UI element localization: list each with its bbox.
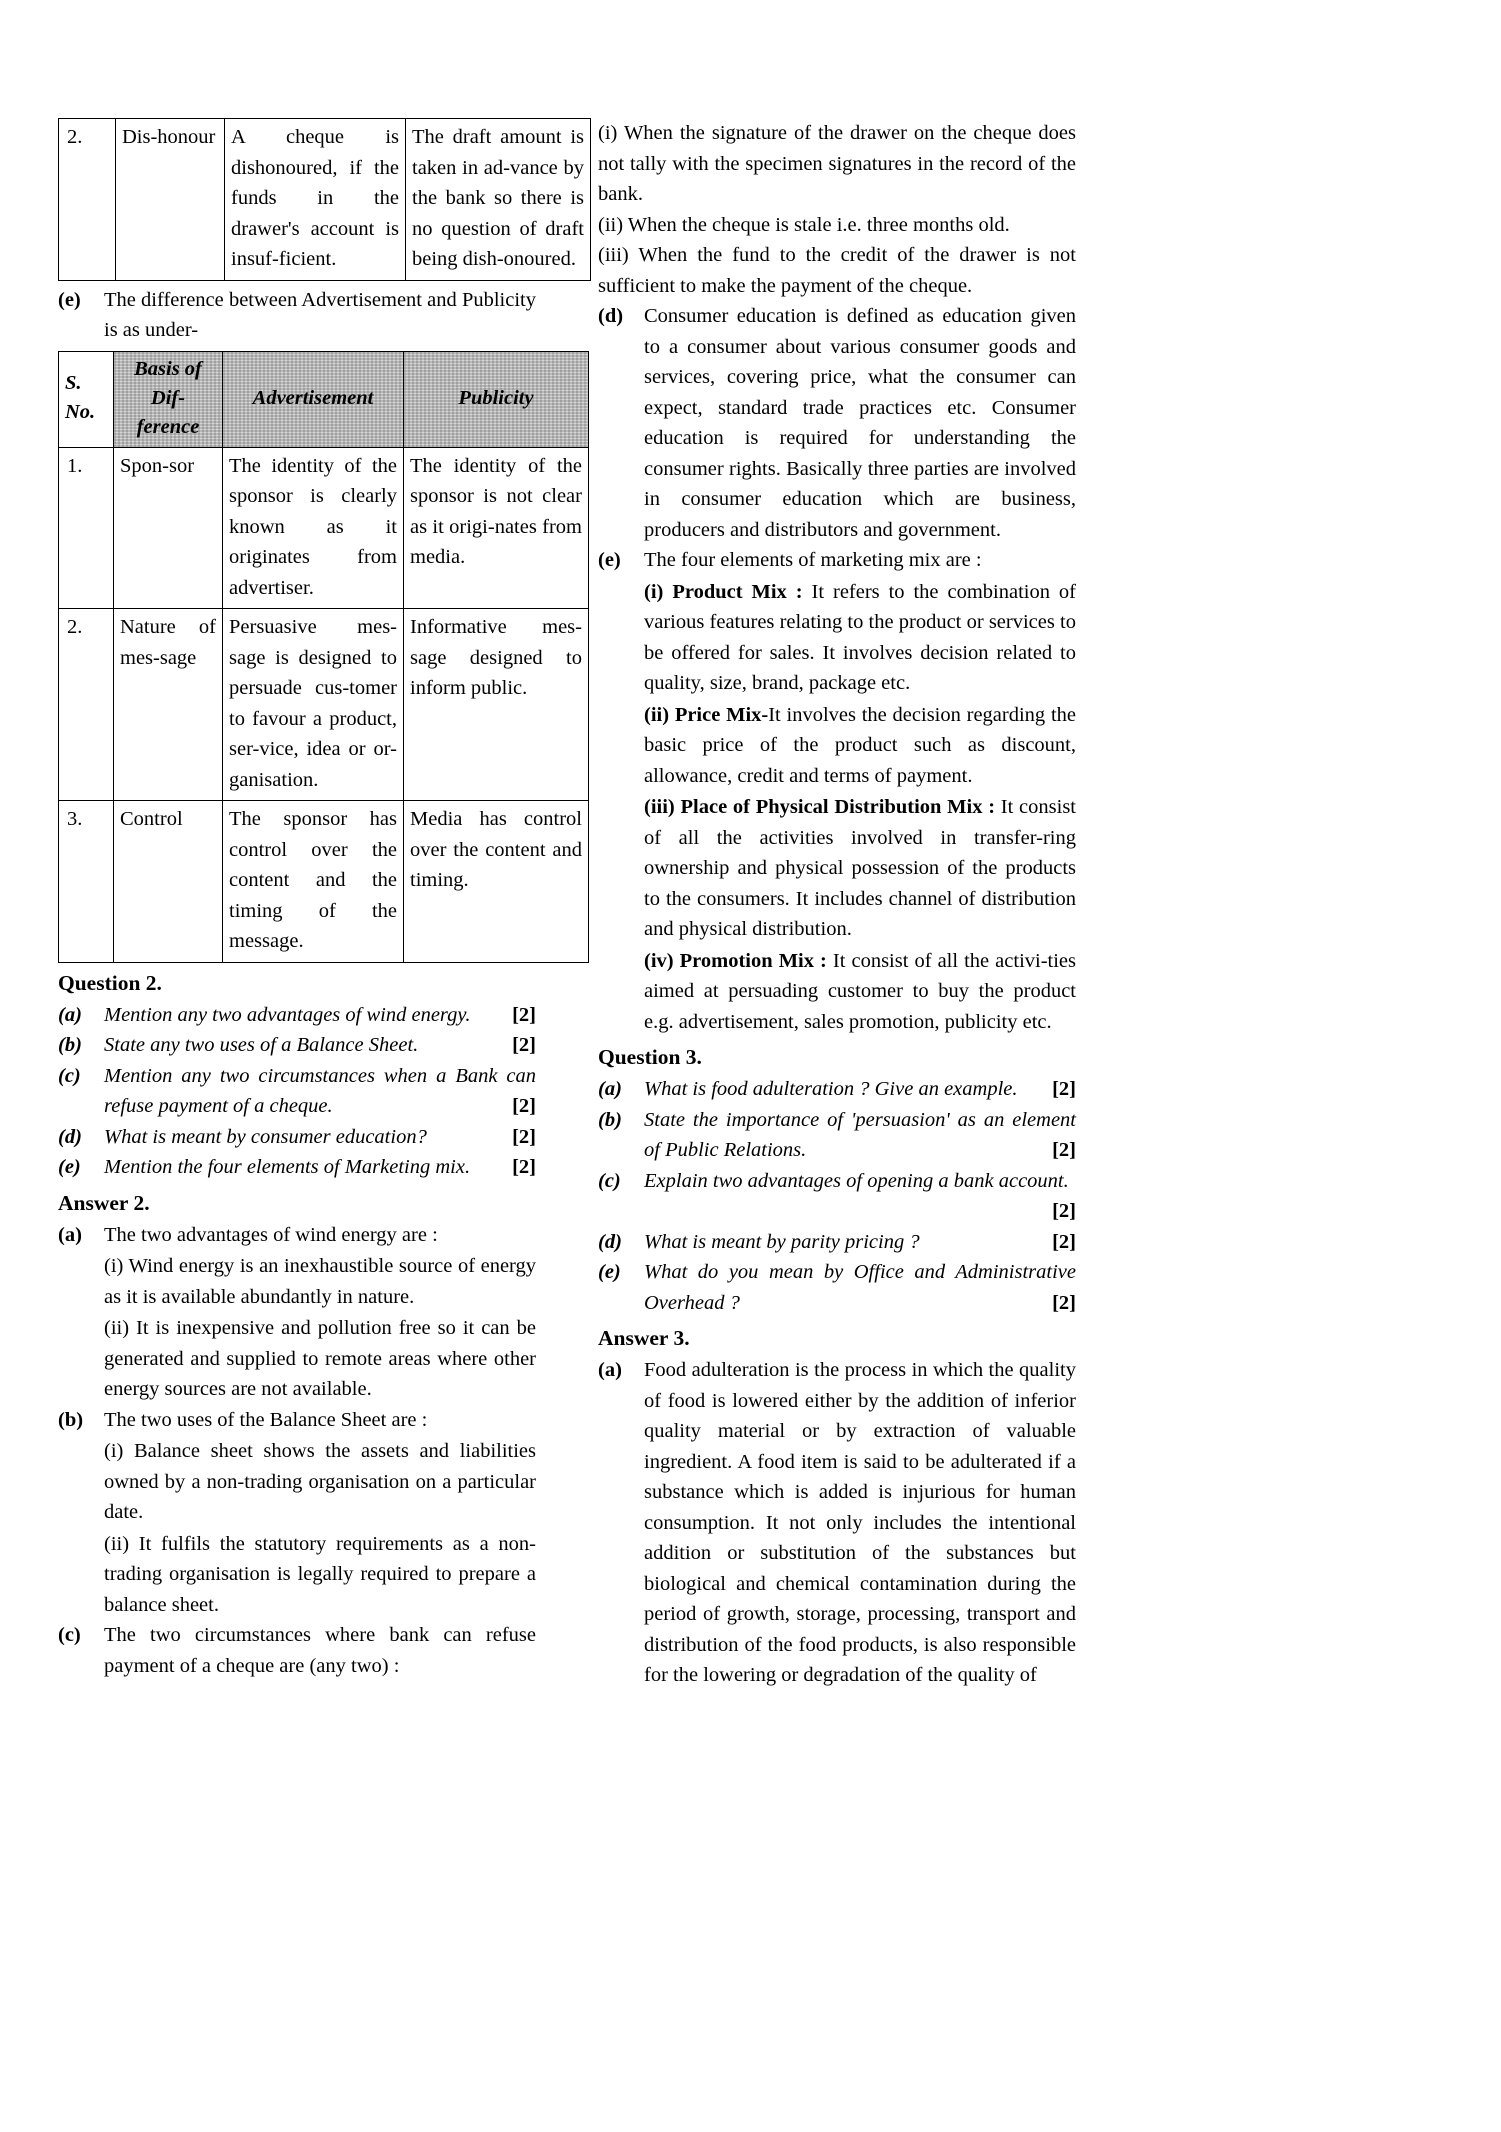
answer-label: (b) — [58, 1408, 84, 1431]
item-e-label: (e) — [58, 288, 81, 311]
cell-cheque: A cheque is dishonoured, if the funds in the drawer's account is insuf-ficient. — [225, 119, 406, 281]
continued-point-iii: (iii) When the fund to the credit of the drawer is not sufficient to make the payment of the cheque. — [598, 244, 1076, 297]
item-d-label: (d) — [598, 305, 624, 327]
question-label: (d) — [598, 1230, 622, 1253]
question-text: Explain two advantages of opening a bank account. [2] — [644, 1166, 1076, 1227]
item-d-consumer-education — [598, 301, 1076, 545]
question-text: [2] What do you mean by Office and Administrative Overhead ? — [644, 1257, 1076, 1318]
marks-badge: [2] — [512, 1125, 536, 1148]
question-3-item-b — [598, 1105, 1076, 1166]
question-text: [2] What is food adulteration ? Give an example. — [644, 1074, 1076, 1105]
question-label: (d) — [58, 1125, 82, 1148]
answer-lead: The two circumstances where bank can refuse payment of a cheque are (any two) : — [104, 1624, 536, 1677]
cell-advertisement: The identity of the sponsor is clearly known as it originates from advertiser. — [223, 447, 404, 609]
question-text: [2] Mention the four elements of Marketing mix. — [104, 1152, 536, 1183]
point-number: (ii) — [644, 703, 670, 726]
table-row — [59, 447, 589, 609]
cell-publicity: The identity of the sponsor is not clear as it origi-nates from media. — [404, 447, 589, 609]
cell-advertisement: Persuasive mes-sage is designed to persuade cus-tomer to favour a product, ser-vice, idea or or-ganisation. — [223, 609, 404, 801]
point-text: It consist of all the activities involved in transfer-ring ownership and physical possession of the products to the consumers. It includes channel of distribution and physical distribution. — [644, 796, 1077, 940]
cell-serial-no: 2. — [59, 119, 116, 281]
question-3-item-c — [598, 1166, 1076, 1227]
question-text: [2] State any two uses of a Balance Sheet. — [104, 1030, 536, 1061]
header-serial-no: S. No. — [59, 351, 114, 447]
item-e-text: The difference between Advertisement and Publicity is as under- — [104, 288, 536, 341]
marks-badge: [2] — [512, 1156, 536, 1178]
question-label: (b) — [598, 1108, 622, 1131]
question-label: (a) — [58, 1003, 82, 1026]
point-text: It involves the decision regarding the basic price of the product such as discount, allowance, credit and terms of payment. — [644, 703, 1076, 787]
point-title: Place of Physical Distribution Mix : — [680, 796, 996, 818]
table-row — [59, 801, 589, 963]
question-2-heading: Question 2. — [58, 970, 162, 995]
answer-label: (a) — [598, 1359, 622, 1381]
marks-badge: [2] — [1052, 1291, 1076, 1314]
header-advertisement: Advertisement — [223, 351, 404, 447]
item-e-difference — [58, 285, 536, 346]
table-dishonour — [58, 118, 591, 281]
question-2-item-a — [58, 1000, 536, 1031]
marks-badge: [2] — [512, 1095, 536, 1117]
point-number: (iv) — [644, 949, 674, 972]
answer-2b-point-i: (i) Balance sheet shows the assets and liabilities owned by a non-trading organisation on a particular date. — [104, 1440, 536, 1523]
table-header-row — [59, 351, 589, 447]
question-3-item-d — [598, 1227, 1076, 1258]
marketing-mix-point-ii — [644, 700, 1076, 792]
question-2-item-c — [58, 1061, 536, 1122]
marks-badge: [2] — [512, 1003, 536, 1026]
point-number: (i) — [644, 580, 664, 603]
cell-publicity: Informative mes-sage designed to inform public. — [404, 609, 589, 801]
answer-2-item-a — [58, 1220, 536, 1251]
marks-badge: [2] — [1052, 1200, 1076, 1222]
question-text: [2] What is meant by parity pricing ? — [644, 1227, 1076, 1258]
answer-lead: The two uses of the Balance Sheet are : — [104, 1408, 428, 1431]
cell-basis: Control — [114, 801, 223, 963]
left-column — [58, 118, 584, 1691]
item-e-marketing-mix — [598, 545, 1076, 576]
marks-badge: [2] — [1052, 1139, 1076, 1161]
answer-label: (c) — [58, 1624, 81, 1646]
marks-badge: [2] — [512, 1034, 536, 1056]
marks-badge: [2] — [1052, 1230, 1076, 1253]
marketing-mix-point-i — [644, 577, 1076, 699]
header-basis: Basis of Dif-ference — [114, 351, 223, 447]
question-text: [2] What is meant by consumer education? — [104, 1122, 536, 1153]
answer-2a-point-ii: (ii) It is inexpensive and pollution free so it can be generated and supplied to remote areas where other energy sources are not available. — [104, 1317, 536, 1400]
item-e-lead: The four elements of marketing mix are : — [644, 549, 982, 571]
cell-basis: Spon-sor — [114, 447, 223, 609]
answer-2-item-b — [58, 1405, 536, 1436]
answer-2-item-c — [58, 1620, 536, 1681]
cell-draft: The draft amount is taken in ad-vance by the bank so there is no question of draft being dish-onoured. — [406, 119, 591, 281]
two-column-layout — [58, 118, 1448, 1691]
header-publicity: Publicity — [404, 351, 589, 447]
question-label: (a) — [598, 1078, 622, 1100]
question-label: (e) — [58, 1156, 81, 1178]
point-title: Price Mix- — [674, 703, 769, 726]
marketing-mix-point-iv — [644, 946, 1076, 1038]
table-row — [59, 119, 591, 281]
marks-badge: [2] — [1052, 1078, 1076, 1100]
answer-2a-point-i: (i) Wind energy is an inexhaustible source of energy as it is available abundantly in nature. — [104, 1255, 536, 1308]
answer-text: Food adulteration is the process in which the quality of food is lowered either by the addition of inferior quality material or by extraction of valuable ingredient. A food item is said to be adulterated if a substance which is added is injurious for human consumption. It not only includes the intentional addition or substitution of the substances but biological and chemical contamination during the period of growth, storage, processing, transport and distribution of the food products, is also responsible for the lowering or degradation of the quality of — [644, 1359, 1076, 1686]
cell-publicity: Media has control over the content and timing. — [404, 801, 589, 963]
point-title: Product Mix : — [672, 580, 803, 603]
question-2-item-d — [58, 1122, 536, 1153]
answer-label: (a) — [58, 1223, 82, 1246]
question-label: (c) — [598, 1169, 621, 1192]
question-3-item-e — [598, 1257, 1076, 1318]
question-3-heading: Question 3. — [598, 1045, 702, 1069]
cell-basis: Dis-honour — [116, 119, 225, 281]
answer-lead: The two advantages of wind energy are : — [104, 1223, 438, 1246]
answer-3-heading: Answer 3. — [598, 1326, 690, 1350]
point-number: (iii) — [644, 796, 675, 818]
question-text: [2] State the importance of 'persuasion' as an element of Public Relations. — [644, 1105, 1076, 1166]
point-text: It consist of all the activi-ties aimed at persuading customer to buy the product e.g. advertisement, sales promotion, publicity etc. — [644, 949, 1077, 1033]
question-text: [2] Mention any two advantages of wind energy. — [104, 1000, 536, 1031]
table-row — [59, 609, 589, 801]
marketing-mix-point-iii — [644, 792, 1076, 945]
question-text: [2] Mention any two circumstances when a Bank can refuse payment of a cheque. — [104, 1061, 536, 1122]
cell-serial-no: 2. — [59, 609, 114, 801]
question-label: (e) — [598, 1261, 621, 1283]
question-3-item-a — [598, 1074, 1076, 1105]
question-label: (b) — [58, 1034, 82, 1056]
cell-serial-no: 1. — [59, 447, 114, 609]
point-text: It refers to the combination of various features relating to the product or services to be offered for sales. It involves decision related to quality, size, brand, package etc. — [644, 580, 1076, 694]
question-label: (c) — [58, 1064, 81, 1087]
item-e-label: (e) — [598, 549, 621, 571]
question-2-item-e — [58, 1152, 536, 1183]
point-title: Promotion Mix : — [679, 949, 827, 972]
continued-point-ii: (ii) When the cheque is stale i.e. three months old. — [598, 213, 1010, 236]
cell-serial-no: 3. — [59, 801, 114, 963]
answer-2-heading: Answer 2. — [58, 1190, 150, 1215]
answer-2b-point-ii: (ii) It fulfils the statutory requirements as a non-trading organisation is legally required to prepare a balance sheet. — [104, 1532, 536, 1616]
answer-3-item-a — [598, 1355, 1076, 1691]
right-column — [598, 118, 1076, 1691]
continued-point-i: (i) When the signature of the drawer on the cheque does not tally with the specimen signatures in the record of the bank. — [598, 122, 1076, 205]
question-2-item-b — [58, 1030, 536, 1061]
cell-advertisement: The sponsor has control over the content and the timing of the message. — [223, 801, 404, 963]
cell-basis: Nature of mes-sage — [114, 609, 223, 801]
item-d-text: Consumer education is defined as education given to a consumer about various consumer goods and services, covering price, what the consumer can expect, standard trade practices etc. Consumer education is required for understanding the consumer rights. Basically three parties are involved in consumer education which are business, producers and distributors and government. — [644, 305, 1076, 541]
table-advertisement-publicity — [58, 351, 589, 963]
